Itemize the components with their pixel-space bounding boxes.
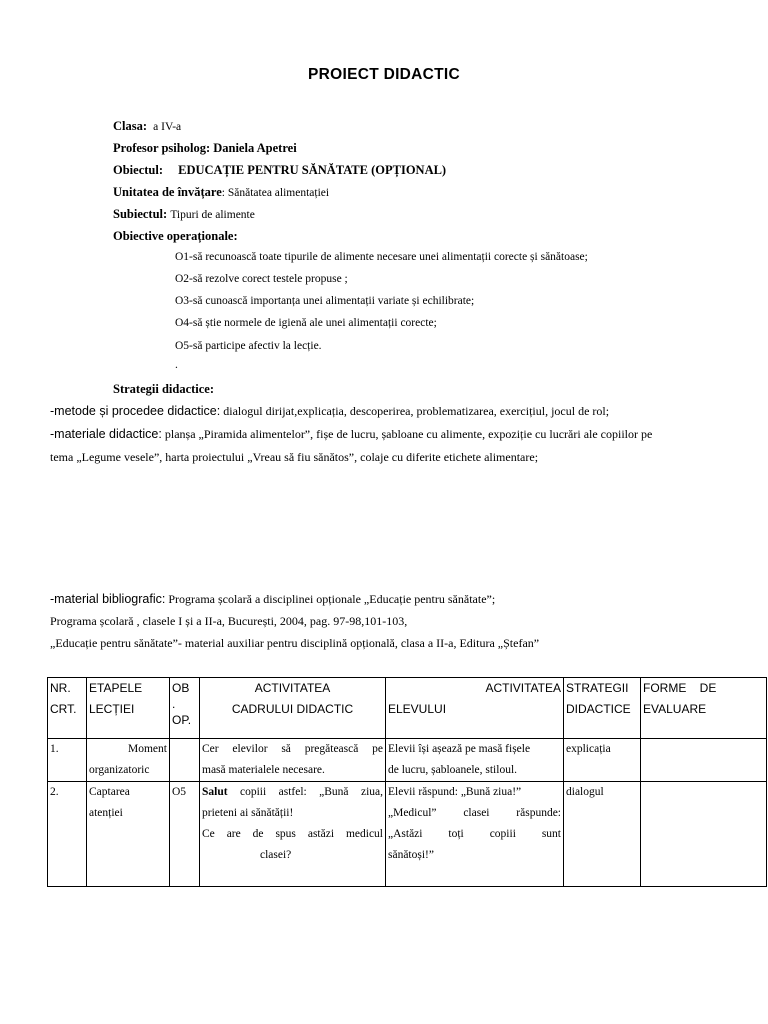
biblio-line — [50, 592, 495, 607]
cell-text: clasei? — [260, 849, 292, 861]
subiectul-line — [113, 207, 255, 222]
cell-text: copiii astfel: „Bună ziua, — [227, 786, 383, 798]
header-text: DIDACTICE — [566, 702, 631, 716]
cell-ob: O5 — [170, 782, 200, 887]
cell-text: masă materialele necesare. — [202, 764, 325, 776]
materiale-text: planșa „Piramida alimentelor”, fișe de lucru, șabloane cu alimente, expoziție cu lucrări ale copiilor pe — [161, 427, 653, 441]
strategii-heading: Strategii didactice: — [113, 382, 215, 396]
cell-etapa — [87, 782, 170, 887]
cell-text: prieteni ai sănătății! — [202, 807, 294, 819]
biblio-text: Programa școlară a disciplinei opționale „Educație pentru sănătate”; — [165, 592, 496, 606]
header-text: ACTIVITATEA — [254, 681, 331, 695]
clasa-label: Clasa: — [113, 119, 148, 133]
unitatea-value: : Sănătatea alimentației — [221, 187, 330, 199]
obiectul-line — [113, 163, 446, 178]
obiectul-value: EDUCAȚIE PENTRU SĂNĂTATE (OPȚIONAL) — [178, 163, 447, 177]
biblio-lead: -material bibliografic: — [50, 592, 166, 606]
header-forme-evaluare — [641, 678, 767, 739]
cell-activitate-cadru — [200, 782, 386, 887]
cell-text: de lucru, șabloanele, stiloul. — [388, 764, 518, 776]
obiective-heading: Obiective operaționale: — [113, 229, 238, 243]
cell-text: Elevii își așează pe masă fișele — [388, 743, 531, 755]
cell-text: „Medicul” clasei răspunde: — [388, 807, 561, 819]
header-text: CRT. — [50, 702, 77, 716]
cell-text: atenției — [89, 807, 123, 819]
header-text: NR. — [50, 681, 71, 695]
header-text: FORME DE — [643, 681, 717, 695]
cell-text: Ce are de spus astăzi medicul — [202, 828, 383, 840]
lesson-plan-table — [47, 677, 767, 887]
cell-forme — [641, 739, 767, 782]
cell-text: Cer elevilor să pregătească pe — [202, 743, 383, 755]
materiale-lead: -materiale didactice: — [50, 427, 162, 441]
objective-item: O1-să recunoască toate tipurile de alimente necesare unei alimentații corecte și sănătoase; — [175, 251, 588, 263]
salut-bold: Salut — [202, 786, 228, 798]
stray-dot: . — [175, 359, 178, 371]
header-activitatea-cadrului — [200, 678, 386, 739]
metode-lead: -metode și procedee didactice: — [50, 404, 221, 418]
header-text: ACTIVITATEA — [485, 681, 561, 695]
table-header-row — [48, 678, 767, 739]
cell-text: „Astăzi toți copiii sunt — [388, 828, 561, 840]
obiectul-label: Obiectul: — [113, 163, 163, 177]
cell-etapa — [87, 739, 170, 782]
header-text: OP. — [172, 713, 192, 727]
cell-text: Captarea — [89, 786, 130, 798]
cell-text — [202, 782, 383, 803]
profesor-line: Profesor psiholog: Daniela Apetrei — [113, 141, 297, 155]
header-strategii — [564, 678, 641, 739]
biblio-line-3: „Educație pentru sănătate”- material auxiliar pentru disciplină opțională, clasa a II-a, Editura „Ștefan” — [50, 636, 540, 650]
cell-activitate-cadru — [200, 739, 386, 782]
header-etapele — [87, 678, 170, 739]
unitatea-label: Unitatea de învățare — [113, 185, 222, 199]
subiectul-label: Subiectul: — [113, 207, 168, 221]
table-row — [48, 739, 767, 782]
header-text: CADRULUI DIDACTIC — [231, 702, 354, 716]
header-text: ELEVULUI — [388, 702, 447, 716]
materiale-line-2: tema „Legume vesele”, harta proiectului „Vreau să fiu sănătos”, colaje cu diferite etichete alimentare; — [50, 450, 539, 464]
cell-text: sănătoși!” — [388, 849, 434, 861]
subiectul-value: Tipuri de alimente — [170, 209, 255, 221]
cell-text: organizatoric — [89, 764, 150, 776]
table-row — [48, 782, 767, 887]
document-title: PROIECT DIDACTIC — [307, 66, 461, 83]
objective-item: O2-să rezolve corect testele propuse ; — [175, 273, 348, 285]
biblio-line-2: Programa școlară , clasele I și a II-a, București, 2004, pag. 97-98,101-103, — [50, 614, 408, 628]
header-ob-op — [170, 678, 200, 739]
header-text: STRATEGII — [566, 681, 629, 695]
cell-nr: 2. — [48, 782, 87, 887]
header-activitatea-elevului — [386, 678, 564, 739]
objective-item: O4-să știe normele de igienă ale unei alimentații corecte; — [175, 317, 437, 329]
header-text: LECȚIEI — [89, 702, 135, 716]
header-text: OB — [172, 681, 190, 695]
cell-activitate-elev — [386, 739, 564, 782]
materiale-line — [50, 427, 652, 442]
header-text: ETAPELE — [89, 681, 143, 695]
header-nr-crt — [48, 678, 87, 739]
objective-item: O5-să participe afectiv la lecție. — [175, 340, 322, 352]
cell-strategie: dialogul — [564, 782, 641, 887]
metode-line — [50, 404, 609, 419]
cell-forme — [641, 782, 767, 887]
objective-item: O3-să cunoască importanța unei alimentații variate și echilibrate; — [175, 295, 475, 307]
header-text: . — [172, 697, 176, 711]
cell-strategie: explicația — [564, 739, 641, 782]
header-text: EVALUARE — [643, 702, 707, 716]
cell-ob — [170, 739, 200, 782]
cell-text: Elevii răspund: „Bună ziua!” — [388, 786, 522, 798]
clasa-value: a IV-a — [153, 121, 182, 133]
clasa-line — [113, 119, 181, 134]
cell-nr: 1. — [48, 739, 87, 782]
metode-text: dialogul dirijat,explicația, descoperirea, problematizarea, exercițiul, jocul de rol; — [220, 404, 610, 418]
cell-activitate-elev — [386, 782, 564, 887]
cell-text: Moment — [128, 743, 167, 755]
unitatea-line — [113, 185, 329, 200]
